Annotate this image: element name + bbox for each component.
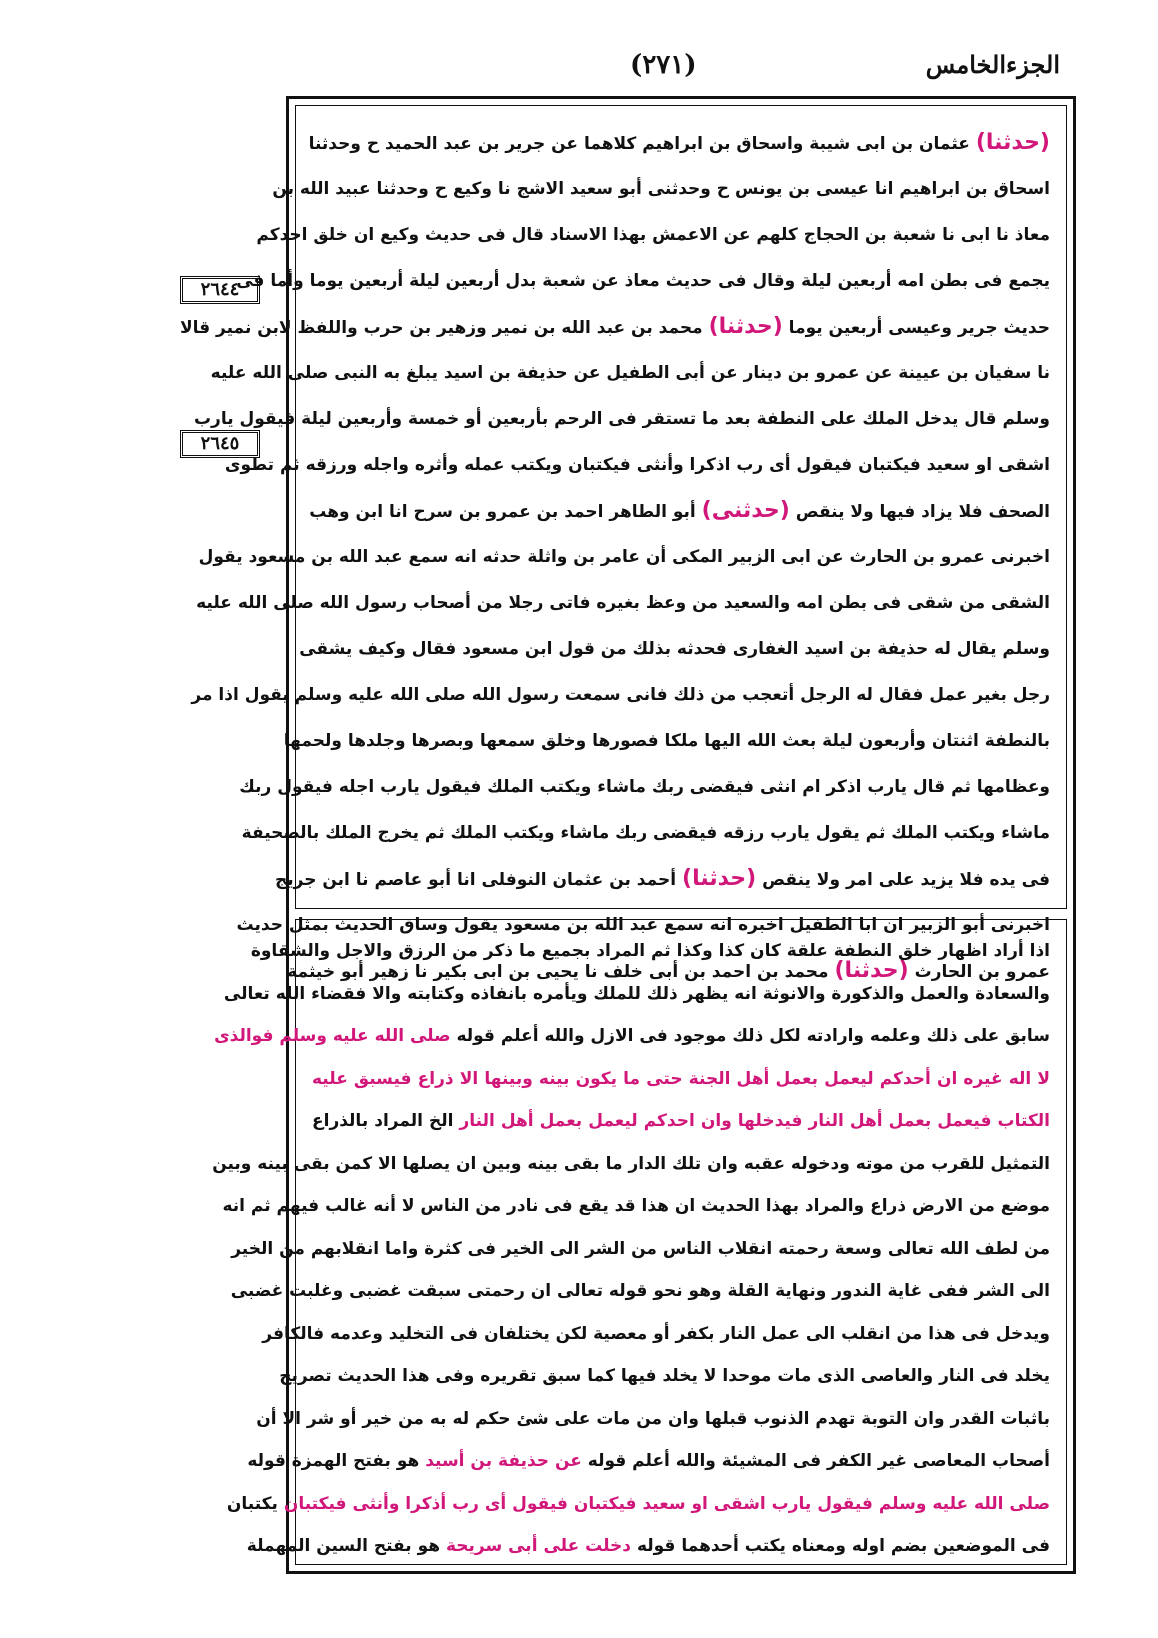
text-line <box>193 396 1050 442</box>
hadith-opening-keyword: (حدثنى) <box>701 498 790 523</box>
commentary-line <box>246 1525 1050 1568</box>
text-segment: الخ المراد بالذراع <box>312 1111 460 1131</box>
text-line <box>210 350 1050 396</box>
commentary-line <box>212 1143 1050 1186</box>
quoted-text: دخلت على أبى سريحة <box>445 1536 632 1556</box>
text-segment: سابق على ذلك وعلمه وارادته لكل ذلك موجود فى الازل والله أعلم قوله <box>450 1026 1050 1046</box>
text-line <box>239 764 1050 810</box>
quoted-text: عن حذيفة بن أسيد <box>425 1451 582 1471</box>
quoted-text: صلى الله عليه وسلم فيقول يارب اشقى او سعيد فيكتبان فيقول أى رب أذكرا وأنثى فيكتبان <box>283 1493 1050 1514</box>
text-segment: يجمع فى بطن امه أربعين ليلة وقال فى حديث معاذ عن شعبة بدل أربعين ليلة أربعين يوما وأما فى <box>236 271 1050 291</box>
commentary-line <box>256 1398 1050 1441</box>
commentary-line <box>312 1100 1050 1143</box>
text-line <box>274 856 1050 902</box>
text-segment: فى يده فلا يزيد على امر ولا ينقص <box>756 870 1050 890</box>
text-segment: عمرو بن الحارث <box>908 962 1050 982</box>
commentary-line <box>312 1058 1050 1101</box>
commentary-line <box>230 1270 1050 1313</box>
commentary-line <box>222 1185 1050 1228</box>
text-segment: يكتبان <box>226 1493 284 1514</box>
hadith-number-marker: ٢٦٤٥ <box>180 430 260 458</box>
text-segment: معاذ نا ابى نا شعبة بن الحجاج كلهم عن الاعمش بهذا الاسناد قال فى حديث وكيع ان خلق احدكم <box>256 225 1050 245</box>
text-segment: هو بفتح السين المهملة <box>246 1536 446 1556</box>
commentary-line <box>226 1483 1050 1526</box>
text-segment: التمثيل للقرب من موته ودخوله عقبه وان تلك الدار ما بقى بينه وبين ان يصلها الا كمن بقى بينه وبين <box>212 1153 1050 1174</box>
page-header <box>300 48 1060 98</box>
text-segment: من لطف الله تعالى وسعة رحمته انقلاب الناس من الشر الى الخير فى كثرة واما انقلابهم من الخير <box>231 1238 1050 1259</box>
text-segment: ويدخل فى هذا من انقلب الى عمل النار بكفر أو معصية لكن يختلفان فى التخليد وعدمه فالكافر <box>262 1323 1050 1344</box>
text-segment: اشقى او سعيد فيكتبان فيقول أى رب اذكرا وأنثى فيكتبان ويكتب عمله وأثره واجله ورزقه ثم تطوى <box>224 455 1050 475</box>
text-line <box>179 304 1050 350</box>
text-segment: محمد بن عبد الله بن نمير وزهير بن حرب واللفظ لابن نمير قالا <box>179 318 709 338</box>
quoted-text: الكتاب فيعمل بعمل أهل النار فيدخلها وان احدكم ليعمل بعمل أهل النار <box>459 1111 1050 1131</box>
volume-title: الجزءالخامس <box>925 50 1060 79</box>
text-line <box>309 488 1050 534</box>
text-line <box>198 534 1050 580</box>
commentary-line <box>231 1228 1050 1271</box>
text-segment: عثمان بن ابى شيبة واسحاق بن ابراهيم كلاهما عن جرير بن عبد الحميد ح وحدثنا <box>308 134 976 154</box>
text-segment: حديث جرير وعيسى أربعين يوما <box>782 318 1050 338</box>
text-segment: بالنطفة اثنتان وأربعون ليلة بعث الله اليها ملكا فصورها وخلق سمعها وبصرها وجلدها ولحمها <box>283 731 1050 751</box>
commentary-line <box>250 930 1050 973</box>
text-line <box>224 442 1050 488</box>
text-segment: الصحف فلا يزاد فيها ولا ينقص <box>789 502 1050 522</box>
text-segment: هو بفتح الهمزة قوله <box>247 1451 426 1471</box>
commentary-box <box>212 919 1067 1565</box>
text-segment: أصحاب المعاصى غير الكفر فى المشيئة والله أعلم قوله <box>581 1451 1050 1471</box>
text-segment: اخبرنى عمرو بن الحارث عن ابى الزبير المكى أن عامر بن واثلة حدثه انه سمع عبد الله بن مسعود يقول <box>198 547 1050 567</box>
text-line <box>299 626 1050 672</box>
text-segment: فى الموضعين بضم اوله ومعناه يكتب أحدهما قوله <box>631 1536 1050 1556</box>
hadith-opening-keyword: (حدثنا) <box>834 958 909 983</box>
text-segment: محمد بن احمد بن أبى خلف نا يحيى بن ابى بكير نا زهير أبو خيثمة <box>287 962 835 982</box>
commentary-line <box>247 1440 1050 1483</box>
text-segment: ماشاء ويكتب الملك ثم يقول يارب رزقه فيقضى ربك ماشاء ويكتب الملك ثم يخرج الملك بالصحيفة <box>241 823 1050 843</box>
text-line <box>283 718 1050 764</box>
text-segment: اسحاق بن ابراهيم انا عيسى بن يونس ح وحدثنى أبو سعيد الاشج نا وكيع ح وحدثنا عبيد الله بن <box>272 179 1050 199</box>
quoted-text: لا اله غيره ان أحدكم ليعمل بعمل أهل الجنة حتى ما يكون بينه وبينها الا ذراع فيسبق عليه <box>312 1068 1050 1089</box>
commentary-line <box>214 1015 1050 1058</box>
text-segment: باثبات القدر وان التوبة تهدم الذنوب قبلها وان من مات على شئ حكم له به من خير أو شر الا أن <box>256 1408 1050 1429</box>
commentary-line <box>223 973 1050 1016</box>
commentary-line <box>262 1313 1050 1356</box>
text-segment: اذا أراد اظهار خلق النطفة علقة كان كذا وكذا ثم المراد بجميع ما ذكر من الرزق والاجل والشقاوة <box>250 941 1050 961</box>
text-line <box>196 580 1050 626</box>
hadith-number-marker: ٢٦٤٤ <box>180 276 260 304</box>
text-segment: وسلم قال يدخل الملك على النطفة بعد ما تستقر فى الرحم بأربعين أو خمسة وأربعين ليلة فيقول يارب <box>193 409 1050 429</box>
text-line <box>191 672 1050 718</box>
text-line <box>241 810 1050 856</box>
hadith-opening-keyword: (حدثنا) <box>682 866 757 891</box>
text-segment: والسعادة والعمل والذكورة والانوثة انه يظهر ذلك للملك ويأمره بانفاذه وكتابته والا فقضاء الله تعالى <box>223 983 1050 1004</box>
text-segment: الشقى من شقى فى بطن امه والسعيد من وعظ بغيره فاتى رجلا من أصحاب رسول الله صلى الله عليه <box>196 593 1050 613</box>
text-segment: اخبرنى أبو الزبير ان ابا الطفيل اخبره انه سمع عبد الله بن مسعود يقول وساق الحديث بمثل حديث <box>236 915 1050 935</box>
text-segment: أبو الطاهر احمد بن عمرو بن سرح انا ابن وهب <box>309 502 702 522</box>
text-line <box>308 120 1050 166</box>
text-segment: أحمد بن عثمان النوفلى انا أبو عاصم نا ابن جريج <box>274 870 683 890</box>
text-segment: وعظامها ثم قال يارب اذكر ام انثى فيقضى ربك ماشاء ويكتب الملك فيقول يارب اجله فيقول ربك <box>239 777 1050 797</box>
text-segment: وسلم يقال له حذيفة بن اسيد الغفارى فحدثه بذلك من قول ابن مسعود فقال وكيف يشقى <box>299 639 1050 659</box>
hadith-opening-keyword: (حدثنا) <box>708 314 783 339</box>
text-segment: نا سفيان بن عيينة عن عمرو بن دينار عن أبى الطفيل عن حذيفة بن اسيد يبلغ به النبى صلى الله عليه <box>210 363 1050 383</box>
text-line <box>256 212 1050 258</box>
text-segment: يخلد فى النار والعاصى الذى مات موحدا لا يخلد فيها كما سبق تقريره وفى هذا الحديث تصريح <box>279 1366 1050 1386</box>
page-number: (٢٧١) <box>630 50 697 80</box>
text-line <box>236 258 1050 304</box>
text-segment: الى الشر ففى غاية الندور ونهاية القلة وهو نحو قوله تعالى ان رحمتى سبقت غضبى وغلبت غضبى <box>230 1281 1050 1301</box>
text-segment: رجل بغير عمل فقال له الرجل أتعجب من ذلك فانى سمعت رسول الله صلى الله عليه وسلم يقول اذا مر <box>191 685 1050 705</box>
quoted-text: صلى الله عليه وسلم فوالذى <box>214 1026 451 1046</box>
commentary-line <box>279 1355 1050 1398</box>
hadith-opening-keyword: (حدثنا) <box>975 130 1050 155</box>
text-line <box>272 166 1050 212</box>
text-segment: موضع من الارض ذراع والمراد بهذا الحديث ان هذا قد يقع فى نادر من الناس لا أنه غالب فيهم ثم انه <box>222 1196 1050 1216</box>
